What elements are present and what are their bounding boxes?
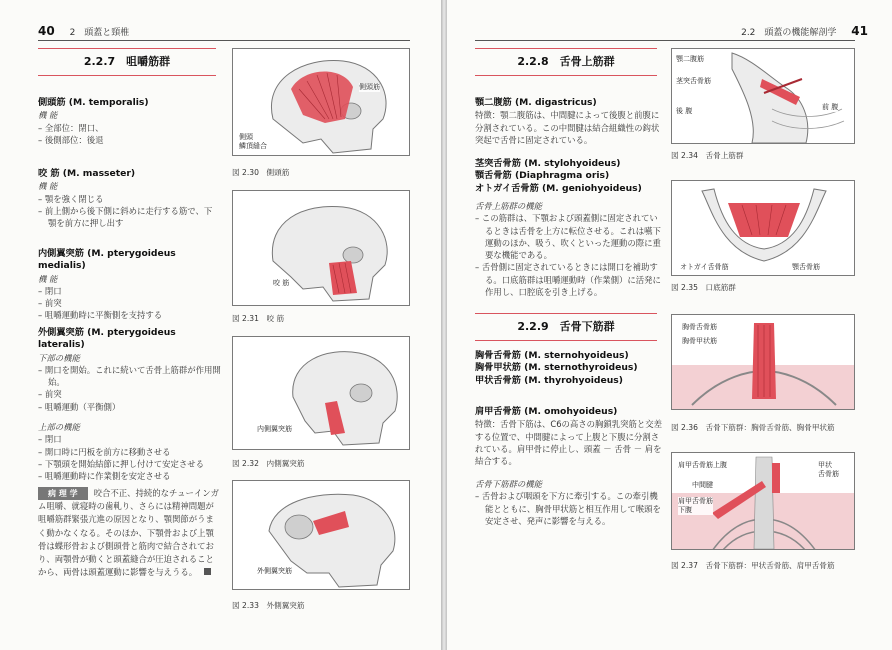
figure-caption: 図 2.35 口底筋群 xyxy=(671,283,736,292)
figure-lateral-pterygoid xyxy=(232,480,410,590)
figure-oral-floor xyxy=(671,180,855,276)
pathology-box xyxy=(38,487,220,579)
list-item: – 前上側から後下側に斜めに走行する筋で、下顎を前方に押し出す xyxy=(38,205,213,229)
muscle-name: 咬 筋 (M. masseter) xyxy=(38,168,136,179)
page-header-right xyxy=(741,24,868,38)
label-sternothyroid: 胸骨甲状筋 xyxy=(682,337,717,345)
page-number: 41 xyxy=(851,24,868,38)
list-item: – 前突 xyxy=(38,298,62,309)
muscle-name: 顎舌骨筋 (Diaphragma oris) xyxy=(475,170,610,182)
section-title: 2.2.7 咀嚼筋群 xyxy=(38,48,216,76)
figure-caption: 図 2.32 内側翼突筋 xyxy=(232,459,305,468)
muscle-name: 側頭筋 (M. temporalis) xyxy=(38,97,149,108)
list-item: – 前突 xyxy=(38,389,62,400)
label-stylohyoid: 茎突舌骨筋 xyxy=(676,77,711,85)
pathology-tag: 病 理 学 xyxy=(38,487,88,500)
section-title: 2.2.9 舌骨下筋群 xyxy=(475,313,657,341)
list-item: – 閉口 xyxy=(38,285,62,296)
muscle-block-lateral-pterygoid xyxy=(38,327,223,483)
running-header: 2.2 頭蓋の機能解剖学 xyxy=(741,28,837,38)
figure-temporalis xyxy=(232,48,410,156)
muscle-description: 特徴：舌骨下筋は、C6の高さの胸鎖乳突筋と交差する位置で、中間腱によって上腹と下腹に分割されている。肩甲骨に停止し、頭蓋 － 舌骨 － 肩を結合する。 xyxy=(475,419,663,467)
infrahyoid-function xyxy=(475,478,663,527)
label-posterior-belly: 後 腹 xyxy=(676,107,693,115)
list-item: – 顎を強く閉じる xyxy=(38,193,104,204)
function-heading: 下部の機能 xyxy=(38,352,80,363)
function-heading: 舌骨下筋群の機能 xyxy=(475,479,542,489)
muscle-name: 外側翼突筋 (M. pterygoideus lateralis) xyxy=(38,327,176,351)
page-header-left xyxy=(38,24,129,38)
muscle-description: 特徴：顎二腹筋は、中間腱によって後腹と前腹に分割されている。この中間腱は結合組織性の鈎状突起で舌骨に固定されている。 xyxy=(475,110,660,145)
label-omohyoid-inferior: 肩甲舌骨筋 下腹 xyxy=(678,497,713,514)
muscle-block-medial-pterygoid xyxy=(38,248,223,322)
label-geniohyoid: オトガイ舌骨筋 xyxy=(680,263,729,271)
muscle-name: 顎二腹筋 (M. digastricus) xyxy=(475,97,597,108)
function-heading: 舌骨上筋群の機能 xyxy=(475,201,542,211)
list-item: – 後側部位：後退 xyxy=(38,134,104,145)
skull-illustration xyxy=(233,191,410,306)
figure-caption: 図 2.36 舌骨下筋群：胸骨舌骨筋、胸骨甲状筋 xyxy=(671,423,835,432)
muscle-name: オトガイ舌骨筋 (M. geniohyoideus) xyxy=(475,182,642,194)
list-item: – 咀嚼運動（平衡側） xyxy=(38,401,121,412)
label-lateral-pterygoid: 外側翼突筋 xyxy=(257,567,292,575)
running-header: 2 頭蓋と頸椎 xyxy=(69,28,130,38)
label-mylohyoid: 顎舌骨筋 xyxy=(792,263,820,271)
list-item: – 舌骨側に固定されているときには開口を補助する。口底筋群は咀嚼運動時（作業側）に活発に作用し、口腔底を引き上げる。 xyxy=(475,262,661,298)
pathology-text: 咬合不正、持続的なチューインガム咀嚼、就寝時の歯軋り、さらには精神問題が咀嚼筋群緊張亢進の原因となり、顎関節がうまく動かなくなる。そのほか、下顎骨および上顎骨は蝶形骨および側頭骨と筋肉で結合されており、両顎骨が動くと頭蓋縫合が圧迫されることから、両骨は頭蓋運動に影響を与えうる。 xyxy=(38,488,219,578)
function-heading: 機 能 xyxy=(38,110,58,121)
infrahyoid-names xyxy=(475,350,663,387)
function-heading: 機 能 xyxy=(38,181,58,192)
muscle-name: 胸骨甲状筋 (M. sternothyroideus) xyxy=(475,362,638,374)
end-mark xyxy=(204,568,211,575)
digastric-block xyxy=(475,97,663,146)
figure-masseter xyxy=(232,190,410,306)
page-number: 40 xyxy=(38,24,55,38)
figure-caption: 図 2.33 外側翼突筋 xyxy=(232,601,305,610)
label-anterior-belly: 前 腹 xyxy=(822,103,839,111)
label-thyrohyoid: 甲状 舌骨筋 xyxy=(818,461,839,478)
mandible-illustration xyxy=(672,181,855,276)
suprahyoid-names xyxy=(475,158,663,195)
omohyoid-block xyxy=(475,406,663,467)
label-sternohyoid: 胸骨舌骨筋 xyxy=(682,323,717,331)
list-item: – 舌骨および咽頭を下方に牽引する。この牽引機能とともに、胸骨甲状筋と相互作用して喉頭を安定させ、発声に影響を与える。 xyxy=(475,491,661,526)
left-page xyxy=(0,0,441,650)
figure-medial-pterygoid xyxy=(232,336,410,450)
section-title: 2.2.8 舌骨上筋群 xyxy=(475,48,657,76)
list-item: – 咀嚼運動時に作業側を安定させる xyxy=(38,471,171,482)
header-rule xyxy=(475,40,855,41)
label-temporalis: 側頭筋 xyxy=(359,83,380,91)
muscle-block-masseter xyxy=(38,168,218,229)
muscle-block-temporalis xyxy=(38,97,218,146)
figure-caption: 図 2.30 側頭筋 xyxy=(232,168,290,177)
figure-suprahyoid xyxy=(671,48,855,144)
label-masseter: 咬 筋 xyxy=(273,279,290,287)
figure-caption: 図 2.37 舌骨下筋群：甲状舌骨筋、肩甲舌骨筋 xyxy=(671,561,835,570)
function-heading: 機 能 xyxy=(38,273,58,284)
right-page xyxy=(447,0,892,650)
list-item: – 閉口 xyxy=(38,434,62,445)
muscle-name: 茎突舌骨筋 (M. stylohyoideus) xyxy=(475,158,621,169)
muscle-name: 甲状舌骨筋 (M. thyrohyoideus) xyxy=(475,374,623,386)
header-rule xyxy=(38,40,410,41)
label-digastric: 顎二腹筋 xyxy=(676,55,704,63)
list-item: – 咀嚼運動時に平衡側を支持する xyxy=(38,310,163,321)
list-item: – 開口を開始。これに続いて舌骨上筋群が作用開始。 xyxy=(38,364,221,388)
figure-infrahyoid-1 xyxy=(671,314,855,410)
muscle-name: 胸骨舌骨筋 (M. sternohyoideus) xyxy=(475,350,629,361)
label-omohyoid-superior: 肩甲舌骨筋上腹 xyxy=(678,461,727,469)
figure-caption: 図 2.34 舌骨上筋群 xyxy=(671,151,744,160)
list-item: – 下顎頭を開始結節に押し付けて安定させる xyxy=(38,458,204,469)
muscle-name: 肩甲舌骨筋 (M. omohyoideus) xyxy=(475,406,618,417)
list-item: – 開口時に円板を前方に移動させる xyxy=(38,446,171,457)
list-item: – 全部位：閉口、 xyxy=(38,122,104,133)
label-intermediate-tendon: 中間腱 xyxy=(692,481,713,489)
list-item: – この筋群は、下顎および頭蓋側に固定されているときは舌骨を上方に転位させる。これは嚥下運動のほか、吸う、吹くといった運動の際に重要な機能である。 xyxy=(475,213,661,261)
label-suture: 側頭 鱗頂縫合 xyxy=(239,133,267,150)
figure-caption: 図 2.31 咬 筋 xyxy=(232,314,285,323)
muscle-name: 内側翼突筋 (M. pterygoideus medialis) xyxy=(38,248,176,272)
figure-infrahyoid-2 xyxy=(671,452,855,550)
function-heading: 上部の機能 xyxy=(38,422,80,433)
suprahyoid-function xyxy=(475,200,663,298)
label-medial-pterygoid: 内側翼突筋 xyxy=(257,425,292,433)
